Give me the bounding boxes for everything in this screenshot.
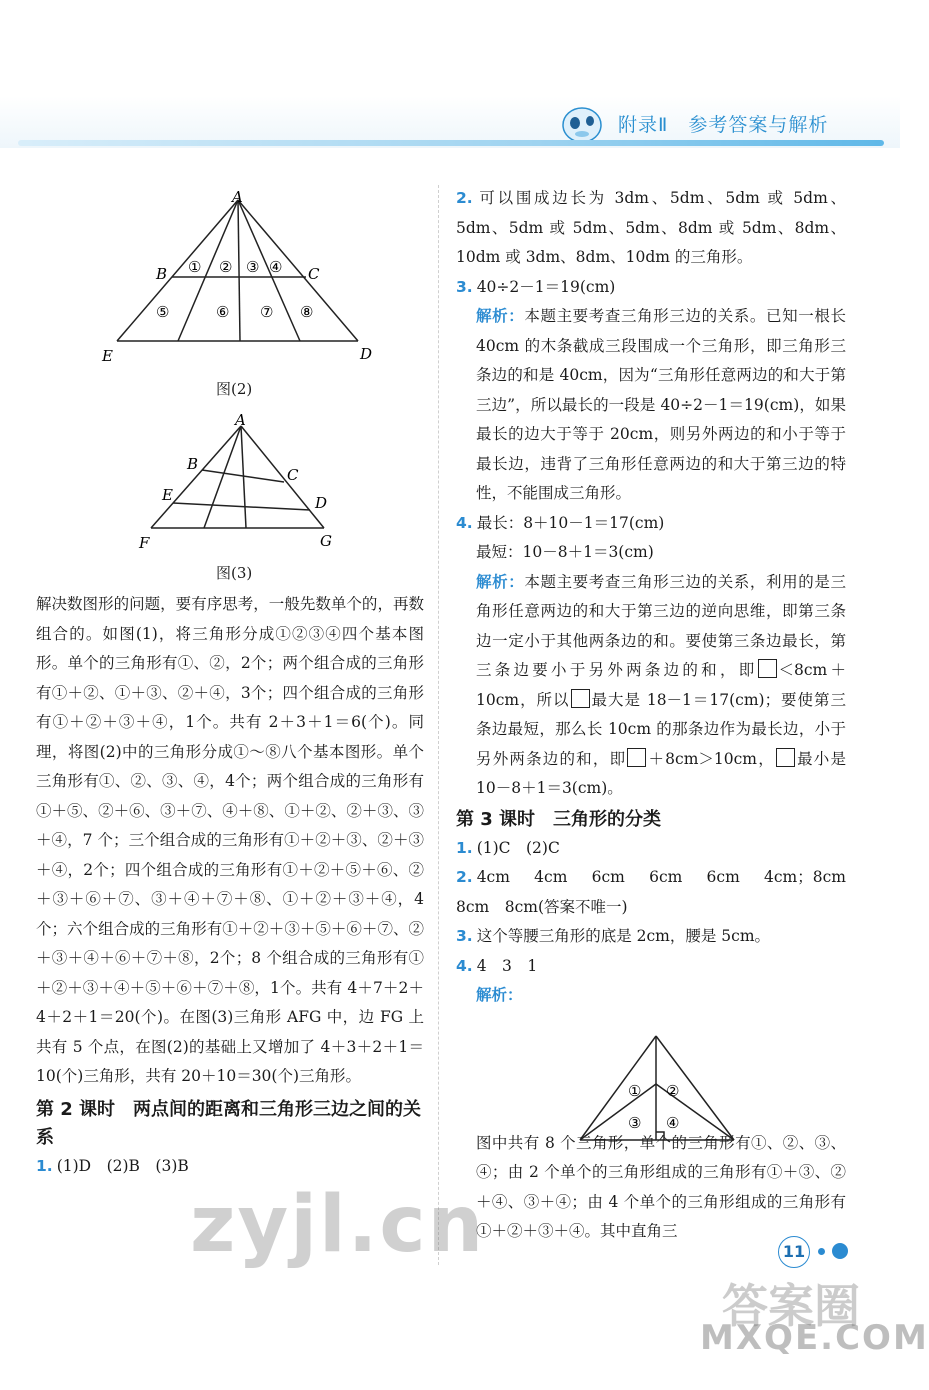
blank-box: [758, 659, 777, 678]
page-number: 11: [778, 1236, 810, 1268]
blank-box: [571, 689, 590, 708]
watermark-corner-top: 答案圈: [722, 1279, 860, 1333]
footer-dot-small: [818, 1248, 825, 1255]
header-rule: [18, 140, 884, 146]
q3-analysis: [456, 302, 846, 509]
blank-box: [776, 748, 795, 767]
lesson-3-heading: 第 3 课时 三角形的分类: [456, 808, 662, 830]
analysis-text-3: 最大是 18－1＝17(cm)；要使第三条边最短，那么长 10cm 的那条边作为最长边，小于另外两条边的和，即: [476, 690, 846, 768]
figure-3: [134, 410, 354, 552]
right-triangle-figure: [574, 1032, 744, 1150]
analysis-label: 解析：: [476, 986, 523, 1004]
fig2-region-6: ⑥: [216, 303, 230, 321]
fig2-label-e: E: [102, 347, 113, 365]
right-fig-region-4: ④: [666, 1114, 680, 1132]
fig2-region-4: ④: [269, 258, 283, 276]
analysis-text: 本题主要考查三角形三边的关系。已知一根长 40cm 的木条截成三段围成一个三角形，即三角形三条边的和是 40cm，因为“三角形任意两边的和大于第三边”，所以最长的一段是 40÷2－1＝19(cm)，如果最长的边大于等于 20cm，则另外两边的和小于等于最长边，违背了三角形任意两边的和大于第三边的特性，不能围成三角形。: [476, 307, 846, 502]
blank-box: [627, 748, 646, 767]
right-l3-question-2: [456, 863, 862, 922]
section-title: 参考答案与解析: [688, 114, 829, 136]
right-question-3: [456, 273, 846, 303]
question-number: 1.: [36, 1156, 53, 1175]
fig2-label-b: B: [156, 265, 168, 283]
fig3-label-b: B: [187, 455, 199, 473]
fig3-label-a: A: [235, 411, 246, 429]
fig2-region-2: ②: [219, 258, 233, 276]
fig2-region-3: ③: [246, 258, 260, 276]
analysis-text-4: ＋8cm＞10cm，: [647, 749, 775, 768]
q4-analysis: [456, 568, 846, 804]
question-text: (1)C (2)C: [476, 838, 560, 857]
left-question-1: [36, 1152, 424, 1182]
watermark-corner-bottom: MXQE.COM: [700, 1318, 929, 1358]
fig2-region-1: ①: [188, 258, 202, 276]
question-text: 4cm 4cm 6cm 6cm 6cm 4cm；8cm 8cm 8cm(答案不唯一): [456, 868, 862, 916]
mascot-ball-icon: [560, 104, 604, 144]
r4-analysis: 图中共有 8 个三角形，单个的三角形有①、②、③、④；由 2 个单个的三角形组成的三角形有①＋③、②＋④、③＋④；由 4 个单个的三角形组成的三角形有①＋②＋③＋④。其中直角三: [476, 1133, 846, 1240]
right-fig-region-3: ③: [628, 1114, 642, 1132]
fig2-region-7: ⑦: [260, 303, 274, 321]
right-fig-region-2: ②: [666, 1082, 680, 1100]
right-fig-region-1: ①: [628, 1082, 642, 1100]
question-text: 可以围成边长为 3dm、5dm、5dm 或 5dm、5dm、5dm 或 5dm、5dm、8dm 或 5dm、8dm、10dm 或 3dm、8dm、10dm 的三角形。: [456, 189, 846, 266]
header-title: [618, 110, 828, 137]
fig2-region-8: ⑧: [300, 303, 314, 321]
left-column: [36, 590, 424, 1181]
analysis-label: 解析：: [476, 307, 525, 325]
r4-analysis-label: [456, 981, 846, 1011]
question-number: 4.: [456, 513, 473, 532]
footer-dot-large: [832, 1243, 848, 1259]
fig2-label-d: D: [360, 345, 373, 363]
q4-shortest: 最短：10－8＋1＝3(cm): [476, 543, 654, 561]
right-question-2: [456, 184, 846, 273]
right-question-4: [456, 509, 846, 539]
lesson-2-heading: 第 2 课时 两点间的距离和三角形三边之间的关系: [36, 1098, 422, 1148]
question-text: 40÷2－1＝19(cm): [476, 277, 616, 296]
appendix-label: 附录Ⅱ: [618, 114, 669, 136]
right-l3-question-3: [456, 922, 846, 952]
question-text: (1)D (2)B (3)B: [56, 1156, 189, 1175]
fig3-label-c: C: [287, 466, 299, 484]
question-number: 1.: [456, 838, 473, 857]
fig3-label-d: D: [315, 494, 328, 512]
fig3-label-g: G: [320, 532, 332, 550]
question-text: 4 3 1: [476, 956, 538, 975]
fig3-caption: 图(3): [216, 564, 253, 582]
fig2-label-a: A: [232, 188, 243, 206]
fig2-region-5: ⑤: [156, 303, 170, 321]
question-number: 2.: [456, 189, 473, 207]
right-l3-question-4: [456, 952, 846, 982]
analysis-text-2: ＜8cm＋10cm，所以: [476, 661, 846, 709]
analysis-text-5: 最小是 10－8＋1＝3(cm)。: [476, 749, 846, 797]
right-l3-question-1: [456, 834, 846, 864]
question-number: 4.: [456, 956, 473, 975]
analysis-label: 解析：: [476, 572, 525, 591]
figure-2: [100, 186, 380, 366]
fig2-caption: 图(2): [216, 380, 253, 398]
fig2-label-c: C: [308, 265, 320, 283]
question-number: 3.: [456, 277, 473, 296]
question-text: 最长：8＋10－1＝17(cm): [476, 513, 665, 532]
question-text: 这个等腰三角形的底是 2cm，腰是 5cm。: [476, 927, 771, 945]
question-number: 2.: [456, 868, 473, 886]
question-number: 3.: [456, 927, 473, 945]
fig3-label-f: F: [139, 534, 150, 552]
analysis-text-1: 本题主要考查三角形三边的关系，利用的是三角形任意两边的和大于第三边的逆向思维，即第三条边一定小于其他两条边的和。要使第三条边最长，第三条边要小于另外两条边的和，即: [476, 572, 846, 679]
column-divider: [438, 185, 439, 1265]
fig3-label-e: E: [162, 486, 173, 504]
left-paragraph-1: 解决数图形的问题，要有序思考，一般先数单个的，再数组合的。如图(1)，将三角形分成①②③④四个基本图形。单个的三角形有①、②，2个；两个组合成的三角形有①＋②、①＋③、②＋④，3个；四个组合成的三角形有①＋②＋③＋④，1个。共有 2＋3＋1＝6(个)。同理，将图(2)中的三角形分成①～⑧八个基本图形。单个三角形有①、②、③、④，4个；两个组合成的三角形有①＋⑤、②＋⑥、③＋⑦、④＋⑧、①＋②、②＋③、③＋④，7 个；三个组合成的三角形有①＋②＋③、②＋③＋④，2个；四个组合成的三角形有①＋②＋⑤＋⑥、②＋③＋⑥＋⑦、③＋④＋⑦＋⑧、①＋②＋③＋④，4个；六个组合成的三角形有①＋②＋③＋⑤＋⑥＋⑦、②＋③＋④＋⑥＋⑦＋⑧，2个；8 个组合成的三角形有①＋②＋③＋④＋⑤＋⑥＋⑦＋⑧，1个。共有 4＋7＋2＋4＋2＋1＝20(个)。在图(3)三角形 AFG 中，边 FG 上共有 5 个点，在图(2)的基础上又增加了 4＋3＋2＋1＝10(个)三角形，共有 20＋10＝30(个)三角形。: [36, 595, 424, 1085]
watermark-main: zyjl.cn: [190, 1180, 486, 1270]
